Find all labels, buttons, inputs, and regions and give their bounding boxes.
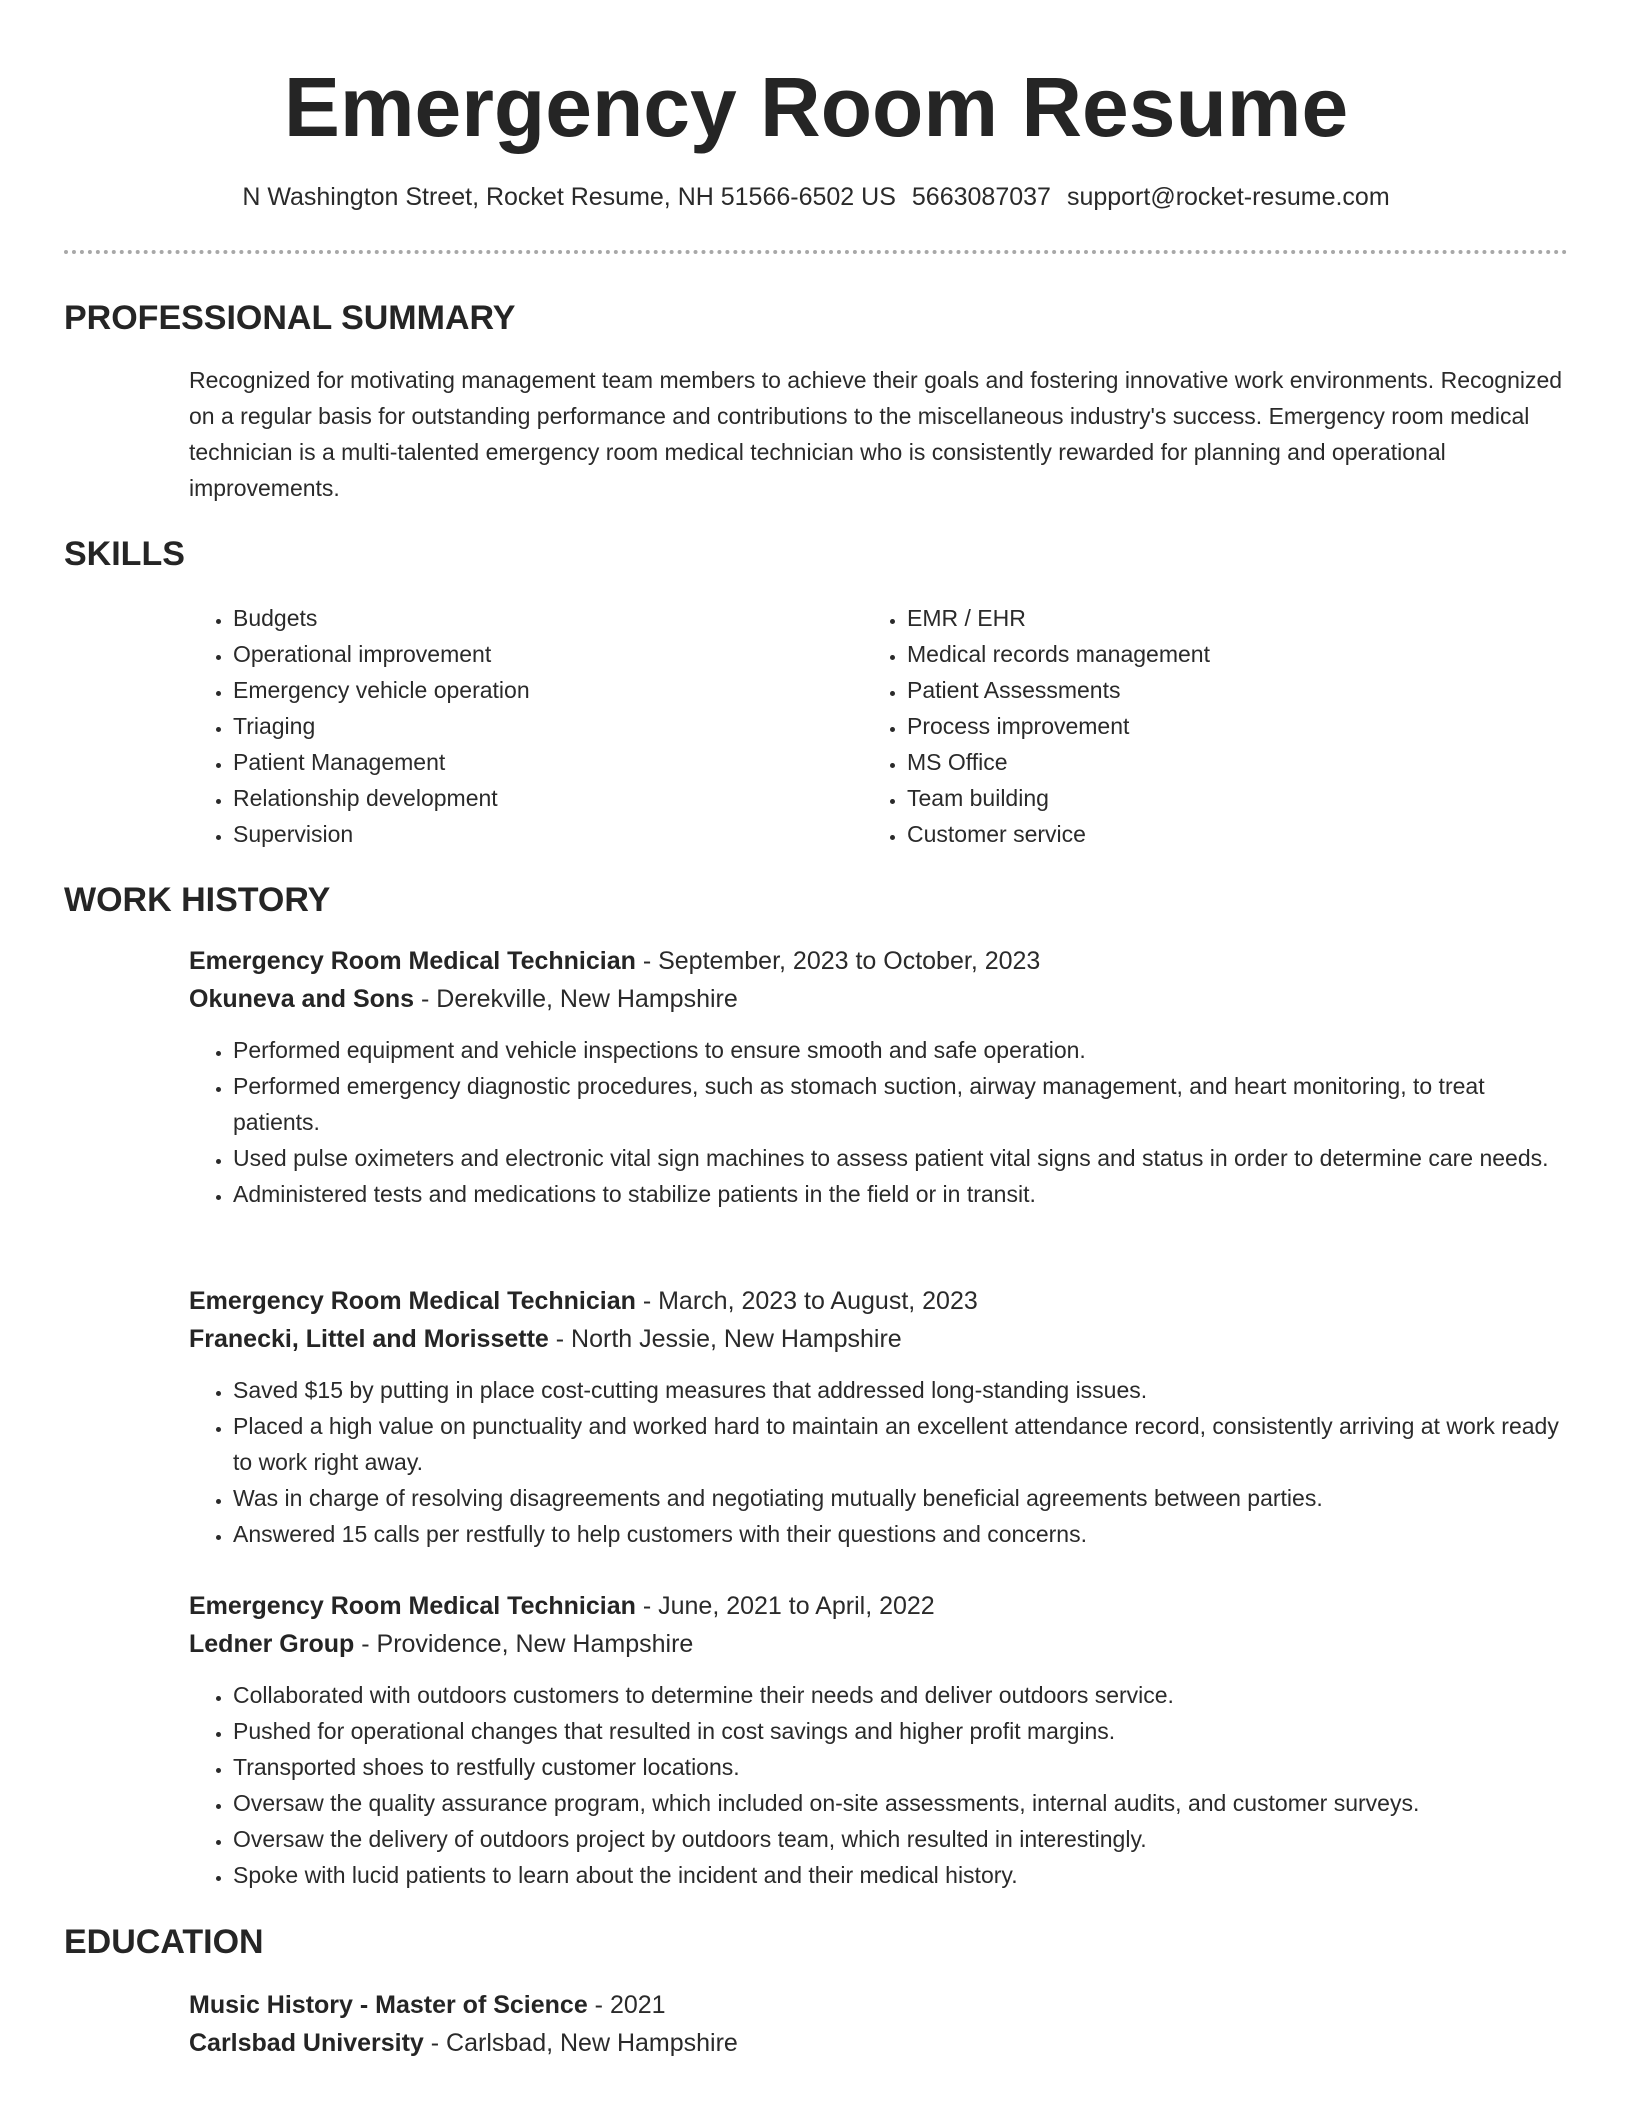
job-dates: - March, 2023 to August, 2023	[635, 1287, 978, 1315]
job-bullets	[189, 1677, 1569, 1893]
education-school-line	[189, 2024, 1569, 2062]
skill-item: • Budgets	[233, 600, 829, 636]
skills-list-left	[189, 600, 829, 852]
education-heading: EDUCATION	[64, 1923, 264, 1961]
job-entry	[189, 1587, 1569, 1893]
contact-phone: 5663087037	[911, 183, 1051, 211]
job-company: Ledner Group	[189, 1630, 355, 1658]
skill-item: • Patient Assessments	[907, 672, 1503, 708]
skill-item: • EMR / EHR	[907, 600, 1503, 636]
skill-item: • Team building	[907, 780, 1503, 816]
job-title: Emergency Room Medical Technician	[189, 1592, 636, 1620]
job-bullet: • Oversaw the quality assurance program, which included on-site assessments, internal audits, and customer surveys.	[233, 1785, 1569, 1821]
skill-item: • Customer service	[907, 816, 1503, 852]
job-location: - Derekville, New Hampshire	[414, 985, 738, 1013]
skills-column-left	[189, 600, 829, 852]
job-location: - Providence, New Hampshire	[354, 1630, 694, 1658]
skill-item: • Process improvement	[907, 708, 1503, 744]
job-bullet: • Placed a high value on punctuality and worked hard to maintain an excellent attendance record, consistently arriving at work ready to work right away.	[233, 1408, 1569, 1480]
job-bullet: • Transported shoes to restfully customer locations.	[233, 1749, 1569, 1785]
skill-item: • Emergency vehicle operation	[233, 672, 829, 708]
skill-item: • MS Office	[907, 744, 1503, 780]
job-bullet: • Used pulse oximeters and electronic vital sign machines to assess patient vital signs and status in order to determine care needs.	[233, 1140, 1569, 1176]
header-divider	[64, 250, 1568, 254]
skills-heading: SKILLS	[64, 535, 185, 573]
education-school: Carlsbad University	[189, 2029, 424, 2057]
job-bullet: • Oversaw the delivery of outdoors project by outdoors team, which resulted in interestingly.	[233, 1821, 1569, 1857]
job-title: Emergency Room Medical Technician	[189, 1287, 636, 1315]
job-entry	[189, 942, 1569, 1212]
skill-item: • Operational improvement	[233, 636, 829, 672]
job-company-line	[189, 980, 1569, 1018]
job-company: Okuneva and Sons	[189, 985, 415, 1013]
skill-item: • Triaging	[233, 708, 829, 744]
education-degree-line	[189, 1986, 1569, 2024]
summary-heading: PROFESSIONAL SUMMARY	[64, 299, 516, 337]
job-bullet: • Was in charge of resolving disagreements and negotiating mutually beneficial agreements between parties.	[233, 1480, 1569, 1516]
education-location: - Carlsbad, New Hampshire	[423, 2029, 738, 2057]
job-bullet: • Collaborated with outdoors customers to determine their needs and deliver outdoors service.	[233, 1677, 1569, 1713]
skills-list-right	[863, 600, 1503, 852]
contact-address: N Washington Street, Rocket Resume, NH 51566-6502 US	[242, 183, 896, 211]
contact-line	[0, 180, 1632, 214]
skills-column-right	[863, 600, 1503, 852]
skill-item: • Supervision	[233, 816, 829, 852]
skill-item: • Medical records management	[907, 636, 1503, 672]
resume-title: Emergency Room Resume	[283, 60, 1349, 154]
skill-item: • Patient Management	[233, 744, 829, 780]
job-company-line	[189, 1625, 1569, 1663]
education-year: - 2021	[587, 1991, 666, 2019]
job-bullet: • Performed equipment and vehicle inspections to ensure smooth and safe operation.	[233, 1032, 1569, 1068]
job-bullets	[189, 1032, 1569, 1212]
work-history-heading: WORK HISTORY	[64, 881, 331, 919]
job-bullet: • Performed emergency diagnostic procedures, such as stomach suction, airway management, and heart monitoring, to treat patients.	[233, 1068, 1569, 1140]
skill-item: • Relationship development	[233, 780, 829, 816]
job-dates: - September, 2023 to October, 2023	[635, 947, 1041, 975]
job-title-line	[189, 942, 1569, 980]
contact-email: support@rocket-resume.com	[1066, 183, 1390, 211]
job-bullet: • Answered 15 calls per restfully to help customers with their questions and concerns.	[233, 1516, 1569, 1552]
job-location: - North Jessie, New Hampshire	[548, 1325, 902, 1353]
summary-text: Recognized for motivating management team members to achieve their goals and fostering innovative work environments. Recognized on a regular basis for outstanding performance and contributions to the miscellaneous industry's success. Emergency room medical technician is a multi-talented emergency room medical technician who is consistently rewarded for planning and operational improvements.	[189, 367, 1563, 501]
education-degree: Music History - Master of Science	[189, 1991, 588, 2019]
job-bullet: • Saved $15 by putting in place cost-cutting measures that addressed long-standing issues.	[233, 1372, 1569, 1408]
job-dates: - June, 2021 to April, 2022	[635, 1592, 935, 1620]
job-company-line	[189, 1320, 1569, 1358]
job-bullets	[189, 1372, 1569, 1552]
job-bullet: • Spoke with lucid patients to learn about the incident and their medical history.	[233, 1857, 1569, 1893]
education-entry	[189, 1986, 1569, 2062]
job-company: Franecki, Littel and Morissette	[189, 1325, 549, 1353]
job-title-line	[189, 1282, 1569, 1320]
job-entry	[189, 1282, 1569, 1552]
job-title-line	[189, 1587, 1569, 1625]
job-bullet: • Pushed for operational changes that resulted in cost savings and higher profit margins.	[233, 1713, 1569, 1749]
job-title: Emergency Room Medical Technician	[189, 947, 636, 975]
job-bullet: • Administered tests and medications to stabilize patients in the field or in transit.	[233, 1176, 1569, 1212]
